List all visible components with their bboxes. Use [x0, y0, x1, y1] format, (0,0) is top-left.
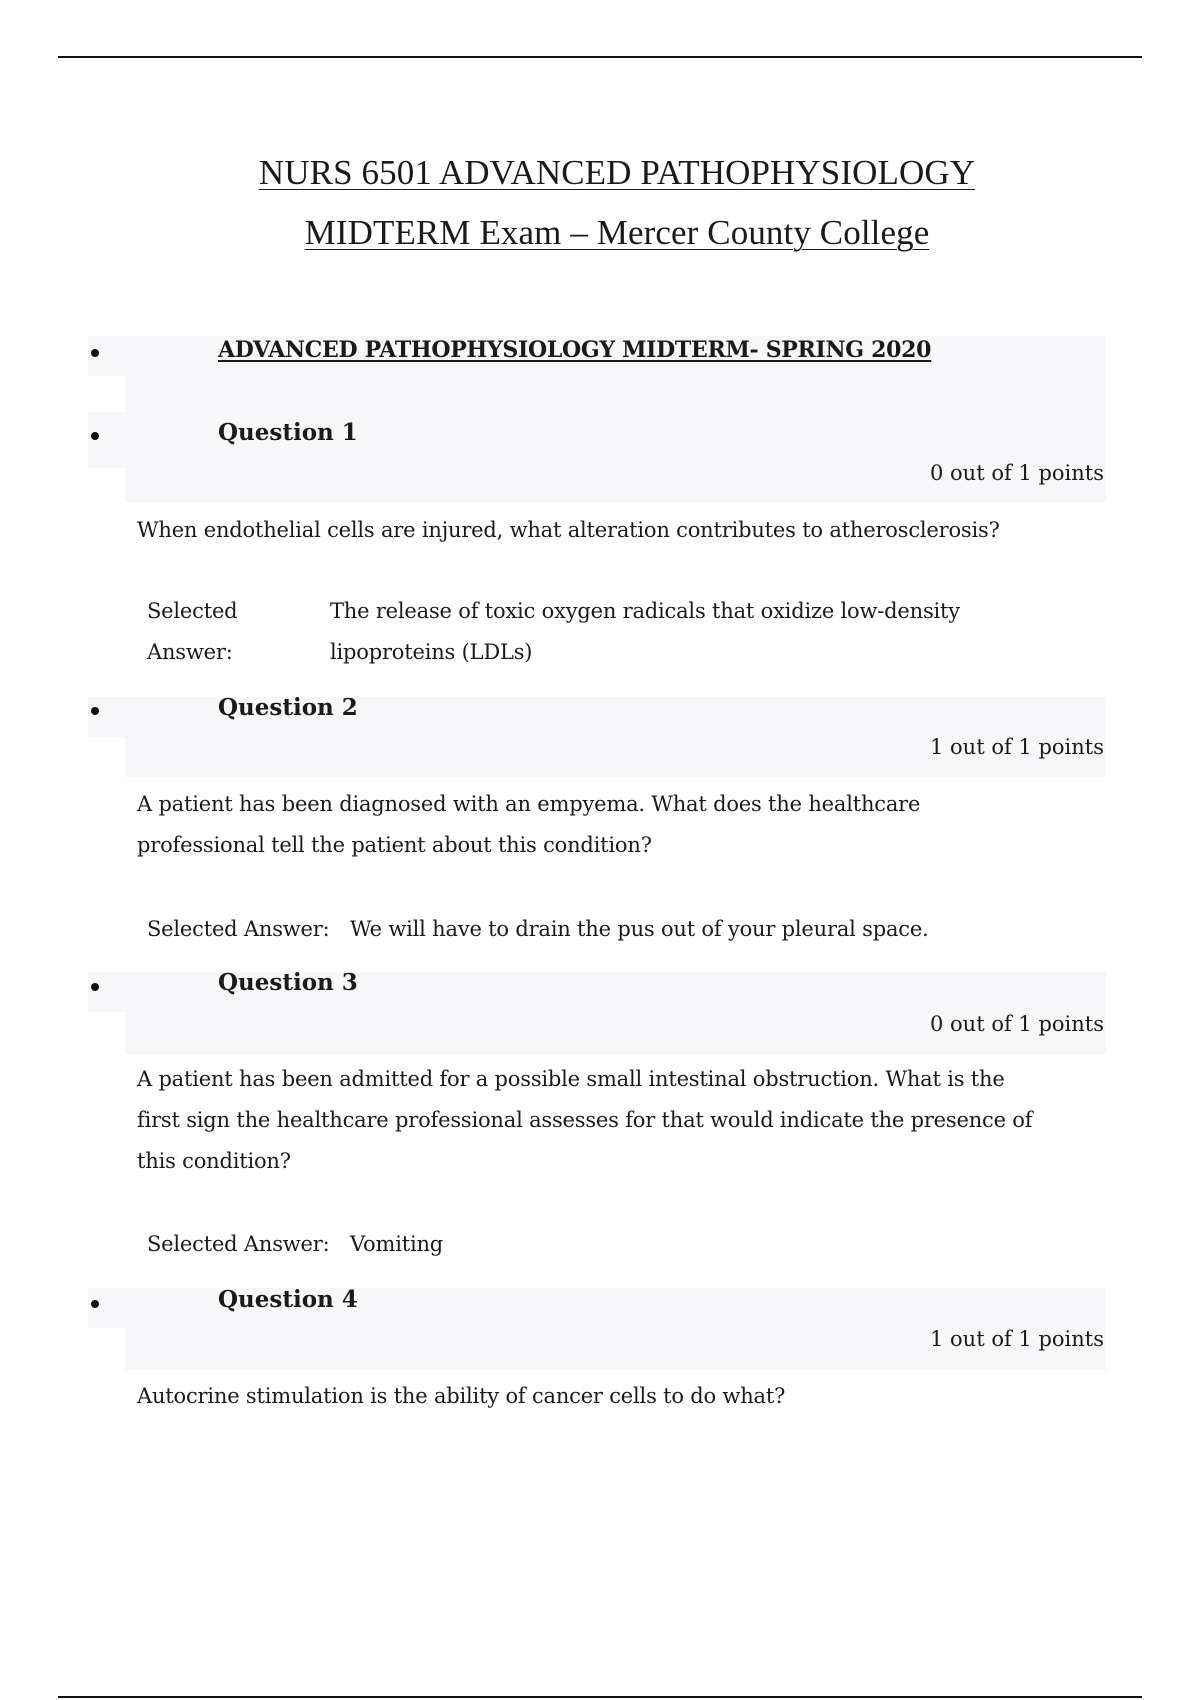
question-text-line: A patient has been admitted for a possible small intestinal obstruction. What is the — [137, 1067, 1005, 1091]
question-2-selected-answer: We will have to drain the pus out of your pleural space. — [350, 917, 929, 941]
question-text-line: this condition? — [137, 1149, 291, 1173]
bullet-icon — [91, 707, 99, 715]
question-4-points: 1 out of 1 points — [930, 1327, 1104, 1351]
question-text-line: first sign the healthcare professional assesses for that would indicate the presence of — [137, 1108, 1033, 1132]
page-subtitle: MIDTERM Exam – Mercer County College — [304, 213, 930, 252]
question-text-line: professional tell the patient about this condition? — [137, 833, 652, 857]
question-3-answer-label: Selected Answer: — [147, 1232, 330, 1256]
question-4-text: Autocrine stimulation is the ability of cancer cells to do what? — [137, 1384, 786, 1408]
question-3-points: 0 out of 1 points — [930, 1012, 1104, 1036]
bottom-rule — [58, 1696, 1142, 1698]
question-1-points: 0 out of 1 points — [930, 461, 1104, 485]
question-2-heading: Question 2 — [218, 694, 358, 721]
question-1-selected-answer — [330, 591, 960, 673]
question-3-selected-answer: Vomiting — [350, 1232, 444, 1256]
question-1-text: When endothelial cells are injured, what alteration contributes to atherosclerosis? — [137, 518, 1000, 542]
bullet-icon — [91, 983, 99, 991]
section-heading: ADVANCED PATHOPHYSIOLOGY MIDTERM- SPRING 2020 — [218, 337, 932, 363]
question-2-points: 1 out of 1 points — [930, 735, 1104, 759]
answer-line: The release of toxic oxygen radicals that oxidize low-density — [330, 599, 960, 623]
top-rule — [58, 56, 1142, 58]
bullet-icon — [91, 432, 99, 440]
question-2-answer-label: Selected Answer: — [147, 917, 330, 941]
answer-label-line: Answer: — [147, 640, 233, 664]
question-4-heading: Question 4 — [218, 1286, 358, 1313]
question-1-answer-label — [147, 591, 237, 673]
question-2-text — [137, 784, 1057, 866]
question-3-heading: Question 3 — [218, 969, 358, 996]
question-1-band-left — [88, 412, 125, 468]
answer-label-line: Selected — [147, 599, 238, 623]
question-text-line: A patient has been diagnosed with an empyema. What does the healthcare — [137, 792, 921, 816]
bullet-icon — [91, 349, 99, 357]
page-title: NURS 6501 ADVANCED PATHOPHYSIOLOGY — [258, 153, 976, 192]
question-1-heading: Question 1 — [218, 419, 358, 446]
answer-line: lipoproteins (LDLs) — [330, 640, 533, 664]
bullet-icon — [91, 1300, 99, 1308]
question-3-text — [137, 1059, 1057, 1182]
